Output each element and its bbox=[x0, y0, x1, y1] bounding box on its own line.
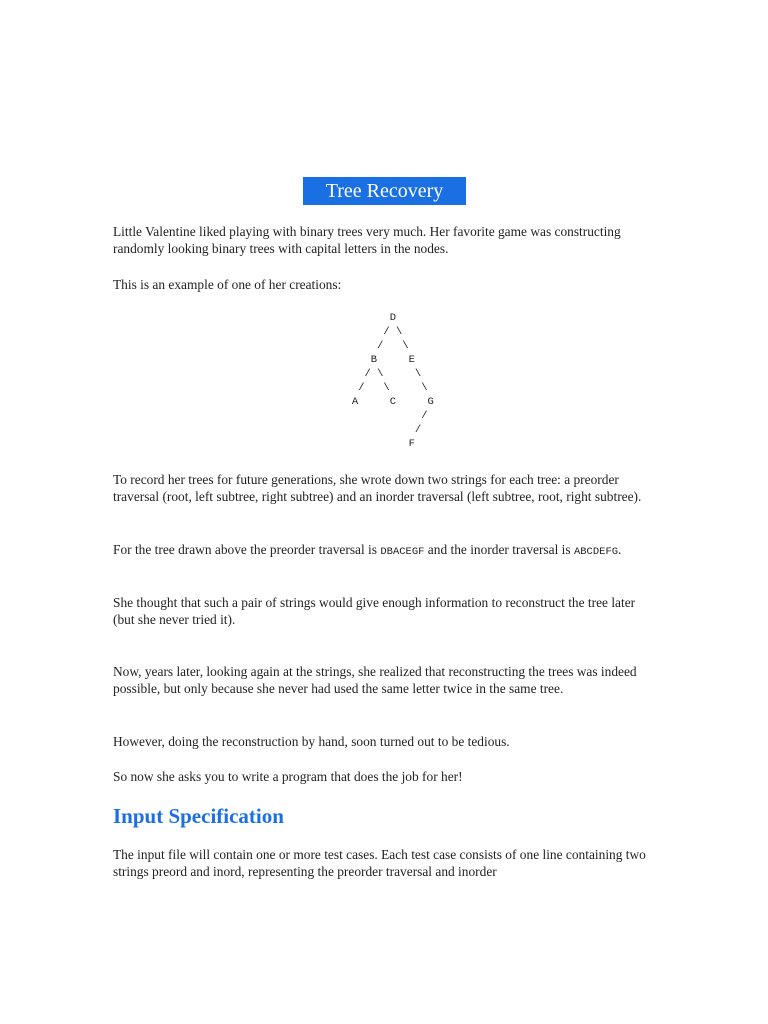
section-heading-input: Input Specification bbox=[113, 804, 284, 828]
paragraph-traversals: To record her trees for future generations, she wrote down two strings for each tree: a preorder traversal (root, left subtree, right subtree) and an inorder traversal (left subtree, root, right subtree). bbox=[113, 472, 642, 504]
paragraph-years-later: Now, years later, looking again at the strings, she realized that reconstructing the trees was indeed possible, but only because she never had used the same letter twice in the same tree. bbox=[113, 664, 637, 696]
example-binary-tree: D / \ / \ B E / \ \ / \ \ A C G / / F bbox=[351, 312, 434, 450]
preorder-string: DBACEGF bbox=[380, 546, 425, 558]
paragraph-input-spec: The input file will contain one or more test cases. Each test case consists of one line containing two strings preord and inord, representing the preorder traversal and inorder bbox=[113, 847, 646, 879]
paragraph-tedious: However, doing the reconstruction by hand, soon turned out to be tedious. bbox=[113, 734, 510, 749]
intro-paragraph-1: Little Valentine liked playing with binary trees very much. Her favorite game was constructing randomly looking binary trees with capital letters in the nodes. bbox=[113, 224, 621, 256]
page-title: Tree Recovery bbox=[303, 177, 466, 205]
inorder-string: ABCDEFG bbox=[573, 546, 619, 558]
paragraph-reconstruct: She thought that such a pair of strings would give enough information to reconstruct the tree later (but she never tried it). bbox=[113, 595, 636, 627]
paragraph-example-suffix: . bbox=[618, 542, 622, 557]
intro-paragraph-2: This is an example of one of her creations: bbox=[113, 277, 342, 292]
paragraph-program-request: So now she asks you to write a program that does the job for her! bbox=[113, 769, 463, 784]
paragraph-example-prefix: For the tree drawn above the preorder traversal is bbox=[113, 542, 381, 557]
paragraph-example-traversals bbox=[113, 541, 653, 561]
paragraph-example-middle: and the inorder traversal is bbox=[424, 542, 574, 557]
